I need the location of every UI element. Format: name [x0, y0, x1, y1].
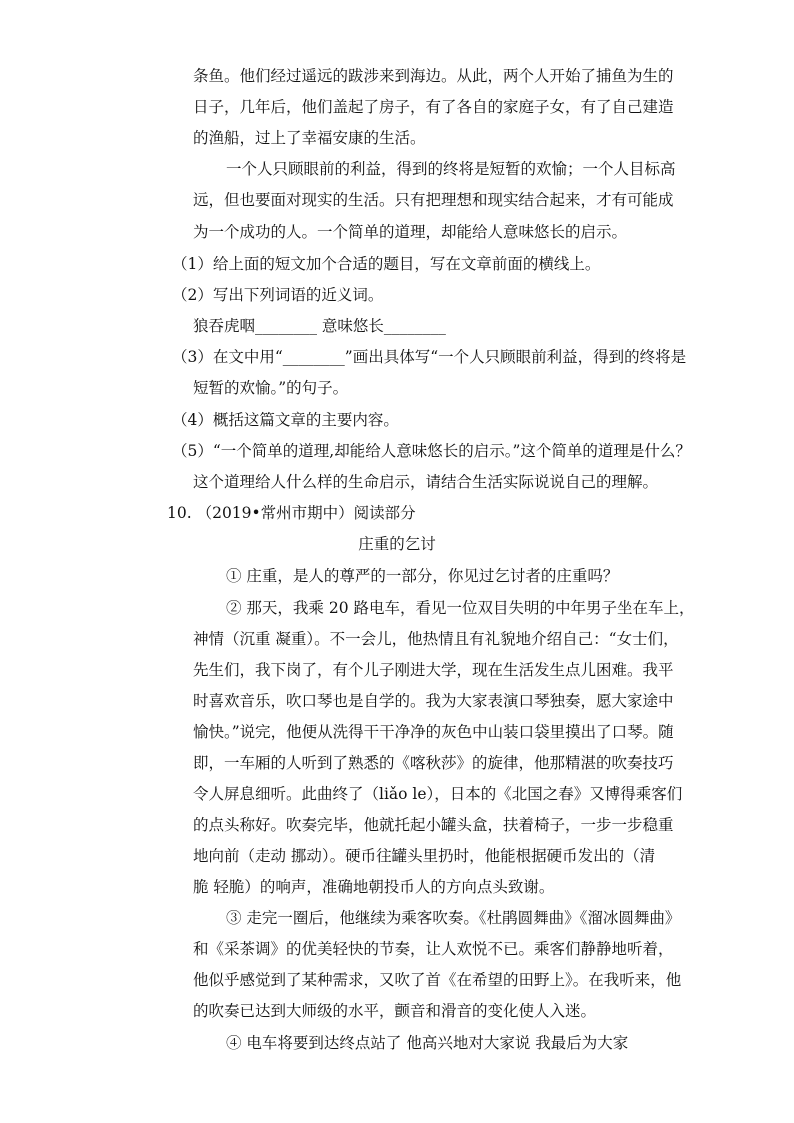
paragraph-line: 他似乎感觉到了某种需求，又吹了首《在希望的田野上》。在我听来，他 [193, 971, 682, 989]
paragraph-line: 的点头称好。吹奏完毕，他就托起小罐头盒，扶着椅子，一步一步稳重 [193, 816, 674, 834]
paragraph-line: 神情（沉重 凝重）。不一会儿，他热情且有礼貌地介绍自己：“女士们， [193, 630, 679, 648]
question-item: （4）概括这篇文章的主要内容。 [172, 411, 399, 429]
paragraph-line: 和《采茶调》的优美轻快的节奏，让人欢悦不已。乘客们静静地听着， [193, 940, 674, 958]
question-subline: 这个道理给人什么样的生命启示，请结合生活实际说说自己的理解。 [193, 473, 659, 491]
paragraph-line: 一个人只顾眼前的利益，得到的终将是短暂的欢愉；一个人目标高 [226, 160, 676, 178]
paragraph-line: ② 那天，我乘 20 路电车，看见一位双目失明的中年男子坐在车上， [226, 599, 695, 617]
question-item: （3）在文中用“________”画出具体写“一个人只顾眼前利益，得到的终将是 [172, 348, 687, 366]
question-subline: 短暂的欢愉。”的句子。 [193, 379, 349, 397]
paragraph-line: 愉快。”说完，他便从洗得干干净净的灰色中山装口袋里摸出了口琴。随 [193, 723, 674, 741]
question-item: （2）写出下列词语的近义词。 [172, 286, 384, 304]
paragraph-line: 日子，几年后，他们盖起了房子，有了各自的家庭子女，有了自己建造 [193, 98, 674, 116]
paragraph-line: ③ 走完一圈后，他继续为乘客吹奏。《杜鹃圆舞曲》《溜冰圆舞曲》 [226, 909, 681, 927]
question-item: （1）给上面的短文加个合适的题目，写在文章前面的横线上。 [172, 255, 601, 273]
paragraph-line: 条鱼。他们经过遥远的跋涉来到海边。从此，两个人开始了捕鱼为生的 [193, 67, 674, 85]
passage-title: 庄重的乞讨 [358, 535, 436, 553]
paragraph-line: 时喜欢音乐，吹口琴也是自学的。我为大家表演口琴独奏，愿大家途中 [193, 692, 674, 710]
paragraph-line: 远，但也要面对现实的生活。只有把理想和现实结合起来，才有可能成 [193, 191, 674, 209]
paragraph-line: 先生们，我下岗了，有个儿子刚进大学，现在生活发生点儿困难。我平 [193, 661, 674, 679]
paragraph-line: ① 庄重，是人的尊严的一部分，你见过乞讨者的庄重吗？ [226, 567, 619, 585]
question-header: 10. （2019•常州市期中）阅读部分 [167, 504, 416, 522]
paragraph-line: 为一个成功的人。一个简单的道理，却能给人意味悠长的启示。 [193, 223, 628, 241]
paragraph-line: ④ 电车将要到达终点站了 他高兴地对大家说 我最后为大家 [226, 1034, 629, 1052]
paragraph-line: 的吹奏已达到大师级的水平，颤音和滑音的变化使人入迷。 [193, 1002, 597, 1020]
paragraph-line: 脆 轻脆）的响声，准确地朝投币人的方向点头致谢。 [193, 878, 555, 896]
paragraph-line: 即，一车厢的人听到了熟悉的《喀秋莎》的旋律，他那精湛的吹奏技巧 [193, 754, 674, 772]
question-item: （5）“一个简单的道理,却能给人意味悠长的启示。”这个简单的道理是什么？ [172, 442, 691, 460]
question-subline: 狼吞虎咽________ 意味悠长________ [193, 317, 446, 335]
paragraph-line: 的渔船，过上了幸福安康的生活。 [193, 129, 426, 147]
paragraph-line: 地向前（走动 挪动）。硬币往罐头里扔时，他能根据硬币发出的（清 [193, 847, 656, 865]
paragraph-line: 令人屏息细听。此曲终了（liǎo le），日本的《北国之春》又博得乘客们 [193, 785, 683, 803]
